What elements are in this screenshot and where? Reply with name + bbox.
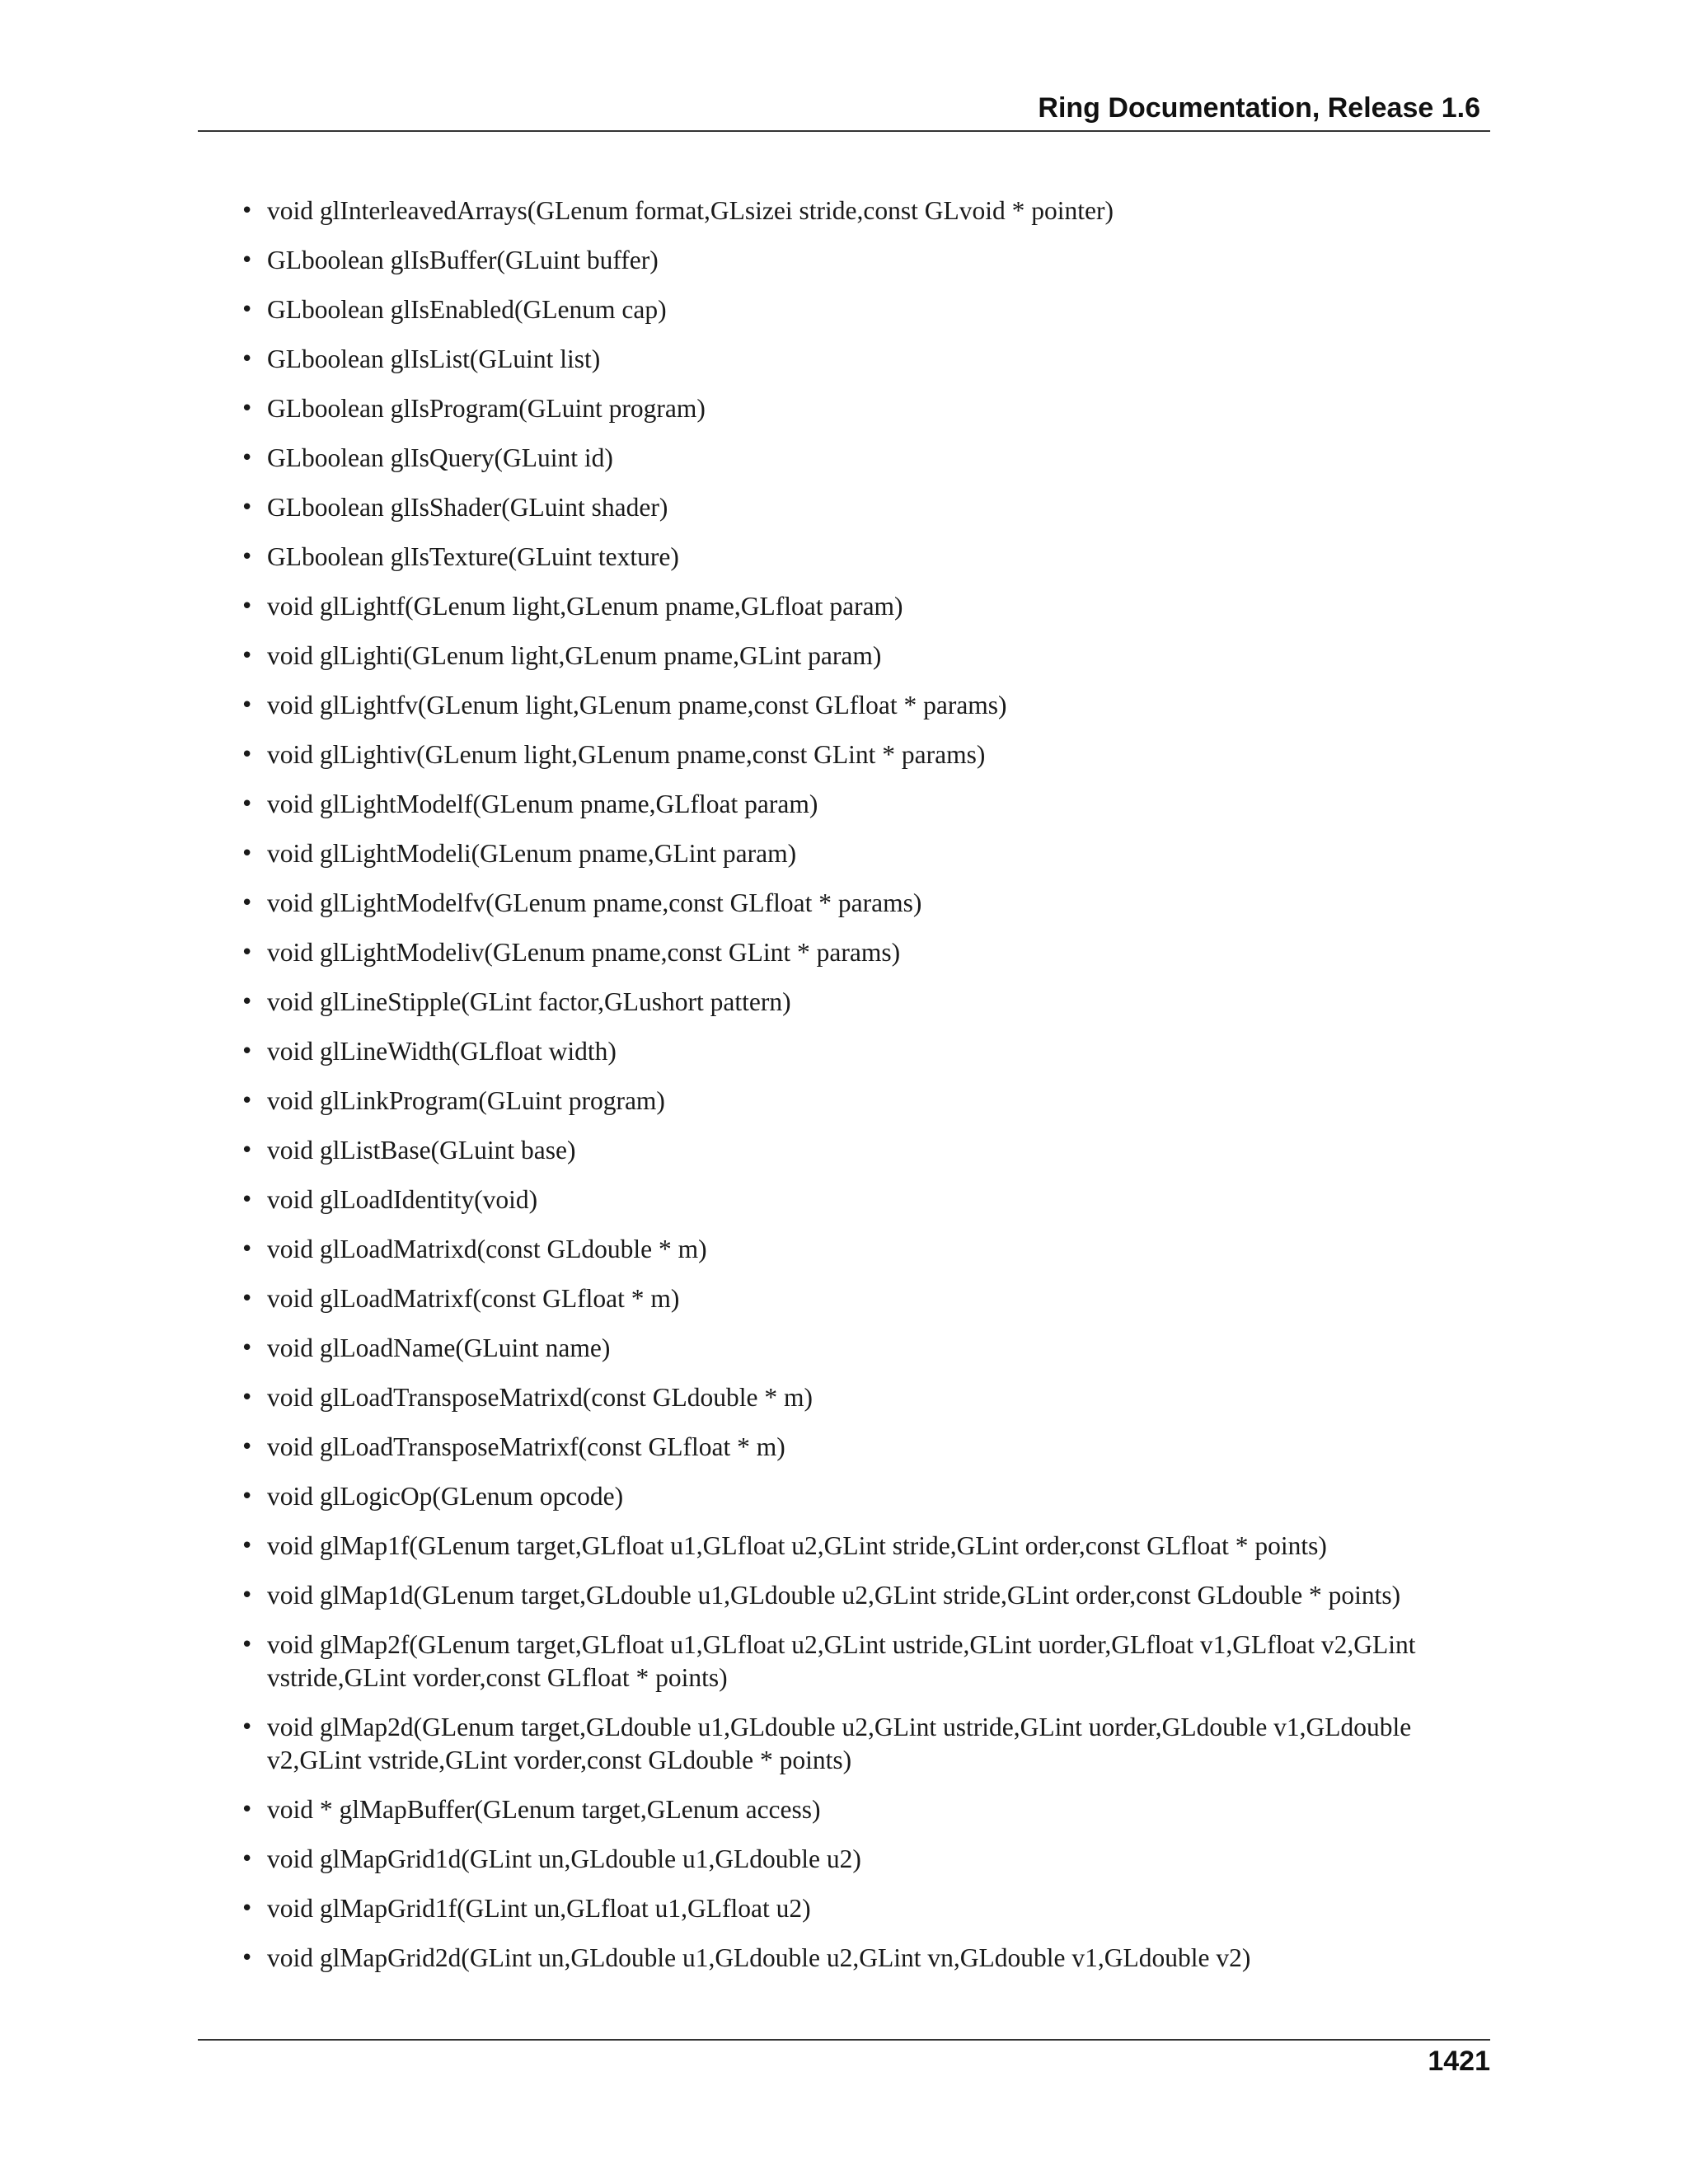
bullet-icon: •	[241, 1385, 254, 1410]
function-signature: void glLightfv(GLenum light,GLenum pname,const GLfloat * params)	[267, 691, 1007, 719]
bullet-icon: •	[241, 1534, 254, 1558]
list-item	[198, 1183, 1490, 1216]
list-item	[198, 837, 1490, 870]
bullet-icon: •	[241, 1946, 254, 1971]
bullet-icon: •	[241, 1435, 254, 1460]
bullet-icon: •	[241, 298, 254, 322]
list-item	[198, 590, 1490, 623]
list-item	[198, 442, 1490, 475]
function-signature: void glMap2f(GLenum target,GLfloat u1,GLfloat u2,GLint ustride,GLint uorder,GLfloat v1,GLfloat v2,GLint vstride,GLint vorder,const GLfloat * points)	[267, 1630, 1416, 1692]
function-signature: void glLighti(GLenum light,GLenum pname,GLint param)	[267, 641, 882, 670]
bullet-icon: •	[241, 891, 254, 916]
list-item	[198, 887, 1490, 920]
list-item	[198, 1629, 1490, 1694]
function-signature: void glLightModeli(GLenum pname,GLint param)	[267, 839, 797, 868]
bullet-icon: •	[241, 396, 254, 421]
list-item	[198, 392, 1490, 425]
function-signature: void glMapGrid1d(GLint un,GLdouble u1,GLdouble u2)	[267, 1844, 861, 1873]
list-item	[198, 1711, 1490, 1777]
bullet-icon: •	[241, 940, 254, 965]
function-signature: void glLineWidth(GLfloat width)	[267, 1037, 617, 1066]
list-item	[198, 1793, 1490, 1826]
function-list	[198, 194, 1490, 1991]
page-header-title: Ring Documentation, Release 1.6	[1038, 92, 1480, 124]
function-signature: void glMap2d(GLenum target,GLdouble u1,GLdouble u2,GLint ustride,GLint uorder,GLdouble v1,GLdouble v2,GLint vstride,GLint vorder,const GLdouble * points)	[267, 1713, 1412, 1774]
function-signature: void glLoadTransposeMatrixf(const GLfloat * m)	[267, 1432, 785, 1461]
list-item	[198, 194, 1490, 227]
list-item	[198, 1579, 1490, 1612]
bullet-icon: •	[241, 1633, 254, 1657]
function-signature: void glInterleavedArrays(GLenum format,GLsizei stride,const GLvoid * pointer)	[267, 196, 1114, 225]
function-signature: void glLinkProgram(GLuint program)	[267, 1086, 665, 1115]
header-rule	[198, 130, 1490, 132]
list-item	[198, 343, 1490, 376]
list-item	[198, 1134, 1490, 1167]
bullet-icon: •	[241, 1484, 254, 1509]
list-item	[198, 1843, 1490, 1876]
list-item	[198, 738, 1490, 771]
bullet-icon: •	[241, 545, 254, 569]
function-signature: GLboolean glIsEnabled(GLenum cap)	[267, 295, 667, 324]
list-item	[198, 1942, 1490, 1975]
bullet-icon: •	[241, 594, 254, 619]
list-item	[198, 986, 1490, 1019]
function-signature: GLboolean glIsList(GLuint list)	[267, 344, 601, 373]
function-signature: void glLightModeliv(GLenum pname,const GLint * params)	[267, 938, 901, 967]
function-signature: void glLoadMatrixf(const GLfloat * m)	[267, 1284, 680, 1313]
function-signature: void glLoadIdentity(void)	[267, 1185, 538, 1214]
bullet-icon: •	[241, 1896, 254, 1921]
bullet-icon: •	[241, 1583, 254, 1608]
function-signature: void glLoadName(GLuint name)	[267, 1333, 611, 1362]
function-signature: void glMapGrid2d(GLint un,GLdouble u1,GLdouble u2,GLint vn,GLdouble v1,GLdouble v2)	[267, 1943, 1251, 1972]
bullet-icon: •	[241, 1188, 254, 1212]
bullet-icon: •	[241, 1847, 254, 1872]
function-signature: void glLineStipple(GLint factor,GLushort pattern)	[267, 987, 791, 1016]
bullet-icon: •	[241, 792, 254, 817]
function-signature: void glMap1f(GLenum target,GLfloat u1,GLfloat u2,GLint stride,GLint order,const GLfloat * points)	[267, 1531, 1327, 1560]
list-item	[198, 541, 1490, 574]
list-item	[198, 1431, 1490, 1464]
function-signature: void glLogicOp(GLenum opcode)	[267, 1482, 624, 1511]
list-item	[198, 1892, 1490, 1925]
list-item	[198, 293, 1490, 326]
list-item	[198, 1530, 1490, 1563]
list-item	[198, 1282, 1490, 1315]
function-signature: void glLoadMatrixd(const GLdouble * m)	[267, 1235, 707, 1263]
function-signature: void glMap1d(GLenum target,GLdouble u1,GLdouble u2,GLint stride,GLint order,const GLdouble * points)	[267, 1581, 1401, 1610]
bullet-icon: •	[241, 743, 254, 767]
list-item	[198, 788, 1490, 821]
function-signature: void glListBase(GLuint base)	[267, 1136, 576, 1165]
bullet-icon: •	[241, 1089, 254, 1113]
bullet-icon: •	[241, 693, 254, 718]
footer-rule	[198, 2039, 1490, 2041]
function-signature: GLboolean glIsShader(GLuint shader)	[267, 493, 668, 522]
bullet-icon: •	[241, 841, 254, 866]
bullet-icon: •	[241, 248, 254, 273]
list-item	[198, 689, 1490, 722]
bullet-icon: •	[241, 1715, 254, 1740]
function-signature: void glLightModelf(GLenum pname,GLfloat param)	[267, 790, 818, 818]
page-number: 1421	[1428, 2046, 1490, 2077]
function-signature: void glMapGrid1f(GLint un,GLfloat u1,GLfloat u2)	[267, 1894, 811, 1923]
list-item	[198, 1381, 1490, 1414]
function-signature: void * glMapBuffer(GLenum target,GLenum access)	[267, 1795, 821, 1824]
function-signature: void glLightf(GLenum light,GLenum pname,GLfloat param)	[267, 592, 903, 621]
function-signature: void glLoadTransposeMatrixd(const GLdouble * m)	[267, 1383, 814, 1412]
list-item	[198, 244, 1490, 277]
bullet-icon: •	[241, 347, 254, 372]
bullet-icon: •	[241, 1336, 254, 1361]
list-item	[198, 491, 1490, 524]
list-item	[198, 1332, 1490, 1365]
bullet-icon: •	[241, 199, 254, 223]
bullet-icon: •	[241, 990, 254, 1015]
list-item	[198, 936, 1490, 969]
bullet-icon: •	[241, 1138, 254, 1163]
function-signature: void glLightModelfv(GLenum pname,const GLfloat * params)	[267, 888, 922, 917]
bullet-icon: •	[241, 446, 254, 471]
bullet-icon: •	[241, 1039, 254, 1064]
bullet-icon: •	[241, 1237, 254, 1262]
list-item	[198, 1233, 1490, 1266]
function-signature: GLboolean glIsQuery(GLuint id)	[267, 443, 613, 472]
function-signature: void glLightiv(GLenum light,GLenum pname,const GLint * params)	[267, 740, 986, 769]
list-item	[198, 640, 1490, 673]
function-signature: GLboolean glIsProgram(GLuint program)	[267, 394, 706, 423]
list-item	[198, 1480, 1490, 1513]
list-item	[198, 1085, 1490, 1118]
bullet-icon: •	[241, 1286, 254, 1311]
bullet-icon: •	[241, 1797, 254, 1822]
bullet-icon: •	[241, 644, 254, 668]
list-item	[198, 1035, 1490, 1068]
function-signature: GLboolean glIsBuffer(GLuint buffer)	[267, 246, 659, 274]
bullet-icon: •	[241, 495, 254, 520]
function-signature: GLboolean glIsTexture(GLuint texture)	[267, 542, 679, 571]
